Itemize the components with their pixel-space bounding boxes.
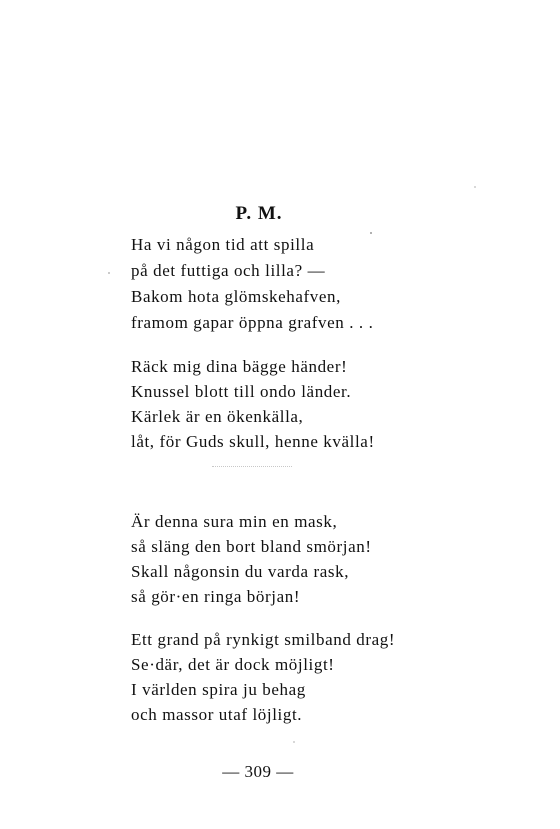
poem-line: Ett grand på rynkigt smilband drag! xyxy=(131,630,396,649)
poem-line: så släng den bort bland smörjan! xyxy=(131,537,372,556)
poem-line: I världen spira ju behag xyxy=(131,680,306,699)
scan-speck xyxy=(474,186,476,188)
scan-speck xyxy=(293,741,295,743)
poem-line: låt, för Guds skull, henne kvälla! xyxy=(131,432,375,451)
poem-line: Är denna sura min en mask, xyxy=(131,512,338,531)
poem-line: och massor utaf löjligt. xyxy=(131,705,303,724)
poem-line: Se·där, det är dock möjligt! xyxy=(131,655,335,674)
scan-speck xyxy=(108,272,110,274)
poem-line: framom gapar öppna grafven . . . xyxy=(131,313,374,332)
poem-line: Knussel blott till ondo länder. xyxy=(131,382,352,401)
poem-line: Bakom hota glömskehafven, xyxy=(131,287,341,306)
poem-title: P. M. xyxy=(235,203,283,224)
scan-speck xyxy=(370,232,372,234)
section-divider xyxy=(212,466,292,468)
page-number: — 309 — xyxy=(222,762,294,781)
poem-line: Skall någonsin du varda rask, xyxy=(131,562,350,581)
poem-line: Räck mig dina bägge händer! xyxy=(131,357,348,376)
poem-line: Ha vi någon tid att spilla xyxy=(131,235,315,254)
poem-line: så gör·en ringa början! xyxy=(131,587,301,606)
poem-line: Kärlek är en ökenkälla, xyxy=(131,407,304,426)
poem-line: på det futtiga och lilla? — xyxy=(131,261,326,280)
